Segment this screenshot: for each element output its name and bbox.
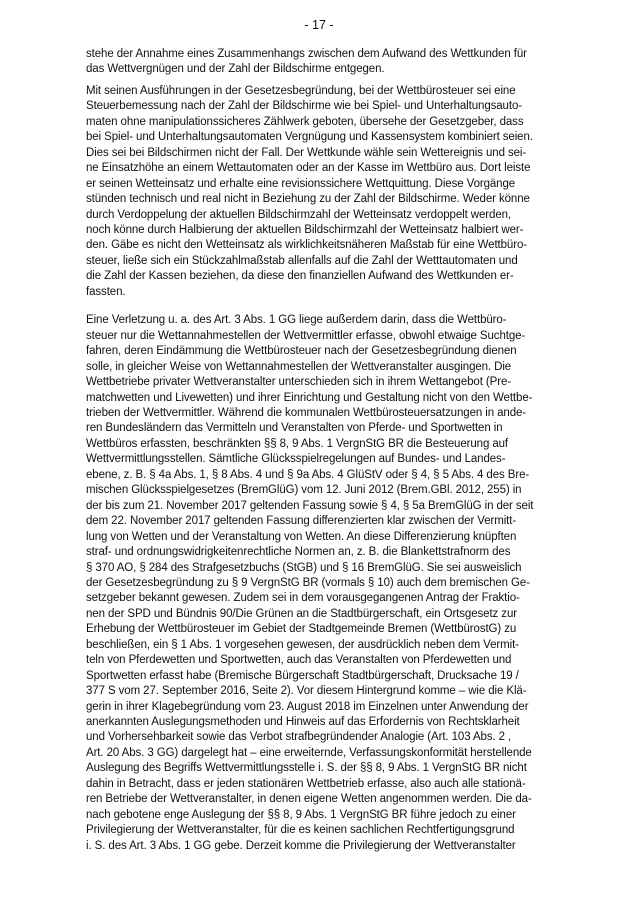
text-line: er seinen Wetteinsatz und erhalte eine revisionssichere Wettquittung. Diese Vorgänge bbox=[86, 177, 516, 190]
text-line: Wettbüros erfassten, beschränkten §§ 8, 9 Abs. 1 VergnStG BR die Besteuerung auf bbox=[86, 437, 509, 450]
text-line: § 370 AO, § 284 des Strafgesetzbuchs (StGB) und § 16 BremGlüG. Sie sei ausweislich bbox=[86, 561, 522, 574]
text-line: fassten. bbox=[86, 285, 126, 298]
body-text bbox=[86, 47, 548, 854]
text-line: Wettvermittlungsstellen. Sämtliche Glücksspielregelungen auf Bundes- und Landes- bbox=[86, 453, 506, 466]
text-line: gerin in ihrer Klagebegründung vom 23. August 2018 im Einzelnen unter Anwendung der bbox=[86, 700, 529, 713]
text-line: fahren, deren Eindämmung die Wettbürosteuer nach der Gesetzesbegründung dienen bbox=[86, 345, 517, 358]
text-line: solle, in gleicher Weise von Wettannahmestellen der Wettveranstalter ausgingen. Die bbox=[86, 360, 512, 373]
text-line: Eine Verletzung u. a. des Art. 3 Abs. 1 GG liege außerdem darin, dass die Wettbüro- bbox=[86, 314, 507, 327]
text-line: und Vorhersehbarkeit sowie das Verbot strafbegründender Analogie (Art. 103 Abs. 2 , bbox=[86, 731, 512, 744]
text-line: stünden technisch und real nicht in Beziehung zu der Zahl der Bildschirme. Weder könne bbox=[86, 193, 530, 206]
text-line: Mit seinen Ausführungen in der Gesetzesbegründung, bei der Wettbürosteuer sei eine bbox=[86, 84, 516, 97]
text-line: matchwetten und Livewetten) und ihrer Einrichtung und Gestaltung nicht von den Wettbe- bbox=[86, 391, 533, 404]
text-line: dem 22. November 2017 geltenden Fassung differenzierten klar zwischen der Vermitt- bbox=[86, 515, 517, 528]
text-line: Dies sei bei Bildschirmen nicht der Fall. Der Wettkunde wähle sein Wettereignis und sei- bbox=[86, 146, 527, 159]
text-line: 377 S vom 27. September 2016, Seite 2). Vor diesem Hintergrund komme – wie die Klä- bbox=[86, 685, 527, 698]
text-line: ren Bundesländern das Vermitteln und Veranstalten von Pferde- und Sportwetten in bbox=[86, 422, 503, 435]
text-line: i. S. des Art. 3 Abs. 1 GG gebe. Derzeit komme die Privilegierung der Wettveranstalter bbox=[86, 839, 516, 852]
text-line: beschließen, ein § 1 Abs. 1 vorgesehen gewesen, der ausdrücklich neben dem Vermit- bbox=[86, 638, 519, 651]
text-line: ren Betriebe der Wettveranstalter, in denen eigene Wetten angenommen werden. Die da- bbox=[86, 793, 532, 806]
text-line: das Wettvergnügen und der Zahl der Bildschirme entgegen. bbox=[86, 63, 385, 76]
text-line: steuer nur die Wettannahmestellen der Wettvermittler erfasse, obwohl etwaige Suchtge- bbox=[86, 329, 526, 342]
text-line: trieben der Wettvermittler. Während die kommunalen Wettbürosteuersatzungen in ande- bbox=[86, 406, 527, 419]
text-line: Privilegierung der Wettveranstalter, für die es keinen sachlichen Rechtfertigungsgrund bbox=[86, 824, 515, 837]
text-line: straf- und ordnungswidrigkeitenrechtliche Normen an, z. B. die Blankettstrafnorm des bbox=[86, 546, 511, 559]
text-line: lung von Wetten und der Veranstaltung von Wetten. An diese Differenzierung knüpften bbox=[86, 530, 517, 543]
text-line: ne Einsatzhöhe an einem Wettautomaten oder an der Kasse im Wettbüro aus. Dort leiste bbox=[86, 162, 531, 175]
text-line: setzgeber bekannt gewesen. Zudem sei in dem vorausgegangenen Antrag der Fraktio- bbox=[86, 592, 520, 605]
text-line: Art. 20 Abs. 3 GG) dargelegt hat – eine erweiternde, Verfassungskonformität herstellende bbox=[86, 746, 532, 759]
text-line: die Zahl der Kassen beziehen, da diese den finanziellen Aufwand des Wettkunden er- bbox=[86, 270, 514, 283]
paragraph-spacer bbox=[86, 300, 548, 313]
text-line: der bis zum 21. November 2017 geltenden Fassung sowie § 4, § 5a BremGlüG in der seit bbox=[86, 499, 534, 512]
text-line: anerkannten Auslegungsmethoden und Hinweis auf das Erfordernis von Rechtsklarheit bbox=[86, 716, 520, 729]
text-line: nen der SPD und Bündnis 90/Die Grünen an die Stadtbürgerschaft, ein Ortsgesetz zur bbox=[86, 607, 517, 620]
text-line: noch könne durch Halbierung der aktuellen Bildschirmzahl der Wetteinsatz halbiert wer- bbox=[86, 223, 524, 236]
paragraph-3 bbox=[86, 313, 548, 854]
text-line: durch Verdoppelung der aktuellen Bildschirmzahl der Wetteinsatz verdoppelt werden, bbox=[86, 208, 512, 221]
text-line: maten ohne manipulationssicheres Zählwerk geboten, übersehe der Gesetzgeber, dass bbox=[86, 115, 524, 128]
text-line: Wettbetriebe privater Wettveranstalter unterschieden sich in ihrem Wettangebot (Pre- bbox=[86, 376, 511, 389]
page-number: - 17 - bbox=[304, 18, 334, 32]
text-line: mischen Glücksspielgesetzes (BremGlüG) vom 12. Juni 2012 (Brem.GBl. 2012, 255) in bbox=[86, 484, 522, 497]
text-line: teln von Pferdewetten und Sportwetten, auch das Veranstalten von Pferdewetten und bbox=[86, 654, 512, 667]
text-line: Erhebung der Wettbürosteuer im Gebiet der Stadtgemeinde Bremen (WettbürostG) zu bbox=[86, 623, 517, 636]
text-line: bei Spiel- und Unterhaltungsautomaten Vergnügung und Kassensystem kombiniert seien. bbox=[86, 131, 533, 144]
text-line: dahin in Betracht, dass er jeden stationären Wettbetrieb erfasse, also auch alle stationä- bbox=[86, 777, 526, 790]
text-line: Sportwetten erfasst habe (Bremische Bürgerschaft Stadtbürgerschaft, Drucksache 19 / bbox=[86, 669, 519, 682]
text-line: nach gebotene enge Auslegung der §§ 8, 9 Abs. 1 VergnStG BR führe jedoch zu einer bbox=[86, 808, 516, 821]
paragraph-2 bbox=[86, 84, 548, 300]
text-line: den. Gäbe es nicht den Wetteinsatz als wirklichkeitsnäheren Maßstab für eine Wettbüro- bbox=[86, 239, 527, 252]
text-line: Auslegung des Begriffs Wettvermittlungsstelle i. S. der §§ 8, 9 Abs. 1 VergnStG BR nicht bbox=[86, 762, 527, 775]
text-line: ebene, z. B. § 4a Abs. 1, § 8 Abs. 4 und § 9a Abs. 4 GlüStV oder § 4, § 5 Abs. 4 des Bre- bbox=[86, 468, 530, 481]
text-line: Steuerbemessung nach der Zahl der Bildschirme wie bei Spiel- und Unterhaltungsauto- bbox=[86, 100, 522, 113]
text-line: stehe der Annahme eines Zusammenhangs zwischen dem Aufwand des Wettkunden für bbox=[86, 48, 527, 60]
text-line: der Gesetzesbegründung zu § 9 VergnStG BR (vormals § 10) auch dem bremischen Ge- bbox=[86, 576, 530, 589]
text-line: steuer, ließe sich ein Stückzahlmaßstab allenfalls auf die Zahl der Wetttautomaten und bbox=[86, 254, 518, 267]
paragraph-1 bbox=[86, 47, 548, 78]
